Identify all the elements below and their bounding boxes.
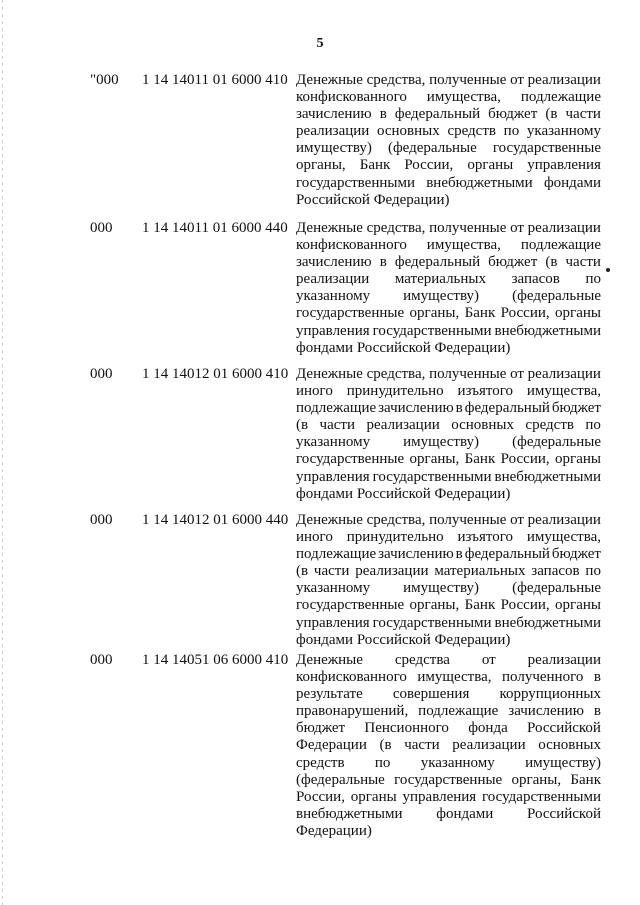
description-word: Российской [356,339,431,356]
description-word: Банк [464,305,496,322]
description-word: бюджет [551,400,601,417]
description-line [296,220,601,237]
description-word: (в [296,417,309,434]
description-word: имуществу) [525,754,601,771]
revenue-description [296,652,601,840]
description-word: изъятого [457,529,513,546]
description-line [296,546,601,563]
description-word: основных [451,417,514,434]
description-word: зачислению [296,254,372,271]
description-word: (в [545,106,558,123]
description-word: органы, [409,305,460,322]
description-word: государственными [482,788,601,805]
admin-code: 000 [90,220,113,236]
description-word: (в [545,254,558,271]
admin-code: "000 [90,72,119,88]
description-word: имуществу) [403,580,480,597]
description-word: по [374,754,391,771]
description-line [296,529,601,546]
description-word: реализации [527,366,601,382]
description-word: России, [500,597,550,614]
description-word: в [593,703,601,720]
description-line [296,192,601,209]
description-word: России, [500,305,550,322]
description-word: средств [525,417,574,434]
description-word: реализации [527,652,601,668]
description-word: федеральный [394,106,481,123]
scan-speck [606,268,610,272]
description-word: материальных [394,271,486,288]
description-word: имуществу) [403,288,480,305]
description-word: реализации [452,737,526,754]
description-word: бюджет [551,546,601,563]
description-word: государственные [296,451,405,468]
description-word: средств [296,754,345,771]
description-word: указанному [296,288,371,305]
description-line [296,806,601,823]
description-word: по [585,271,601,288]
description-word: Российской [527,720,601,737]
description-line [296,323,601,340]
description-word: основных [538,737,601,754]
description-word: реализации [527,512,601,528]
description-word: конфискованного [296,669,407,686]
description-word: управления [527,157,601,174]
description-word: бюджет [296,720,346,737]
description-word: государственными [296,174,415,191]
description-word: управления [296,468,370,485]
description-word: Банк [464,451,496,468]
description-word: фондами [296,339,354,356]
description-word: результате [296,686,363,703]
description-word: части [313,563,350,580]
description-word: Федерации) [434,631,511,648]
description-line [296,737,601,754]
description-word: по [503,123,520,140]
description-line [296,615,601,632]
description-word: указанному [296,580,371,597]
description-word: органы, [409,597,460,614]
description-word: Российской [296,191,370,208]
description-word: средства, [366,72,426,88]
description-line [296,340,601,357]
description-word: Российской [527,805,601,822]
description-word: органы, [296,157,346,174]
description-word: зачислению [508,703,584,720]
description-line [296,823,601,840]
description-line [296,686,601,703]
description-word: полученные [429,220,507,236]
description-line [296,288,601,305]
scan-edge-artifact [2,0,3,905]
description-line [296,486,601,503]
description-word: полученные [429,512,507,528]
description-word: России, [500,451,550,468]
kbk-code: 1 14 14012 01 6000 440 [142,512,289,528]
revenue-description [296,220,601,357]
description-word: (в [379,737,392,754]
description-word: фондами [436,805,494,822]
description-word: органы [555,451,601,468]
description-word: реализации [366,417,440,434]
description-word: указанному [526,123,601,140]
description-word: государственными [372,468,492,485]
description-word: органы [555,305,601,322]
description-word: средства [394,652,450,668]
description-word: части [319,417,355,434]
description-word: средства, [366,220,426,236]
description-word: от [510,72,524,88]
description-line [296,512,601,529]
description-word: реализации [355,563,429,580]
description-word: внебюджетными [494,322,601,339]
description-word: имущества, [426,237,501,254]
revenue-description [296,366,601,503]
description-word: (федеральные [512,434,601,451]
description-word: внебюджетными [494,614,601,631]
description-line [296,175,601,192]
description-line [296,157,601,174]
admin-code: 000 [90,512,113,528]
description-line [296,469,601,486]
description-word: имущества, [526,529,601,546]
description-word: Пенсионного [364,720,449,737]
revenue-description [296,512,601,649]
description-word: Банк [359,157,391,174]
description-line [296,720,601,737]
description-word: подлежащие [296,400,377,417]
description-word: конфискованного [296,237,407,254]
description-word: от [481,652,496,668]
admin-code: 000 [90,652,113,668]
description-word: Федерации [296,737,367,754]
description-word: органы, [409,451,460,468]
description-line [296,400,601,417]
description-word: государственными [372,614,492,631]
description-line [296,789,601,806]
description-word: органы [555,597,601,614]
description-word: фондами [296,631,354,648]
description-line [296,597,601,614]
description-line [296,237,601,254]
revenue-description [296,72,601,209]
description-word: подлежащие [296,546,377,563]
description-line [296,417,601,434]
description-line [296,434,601,451]
description-word: имущества, [526,383,601,400]
description-word: имуществу) [296,140,372,157]
description-word: государственные [296,305,405,322]
description-word: в [379,254,387,271]
description-line [296,703,601,720]
description-word: принудительно [346,529,444,546]
description-line [296,755,601,772]
description-word: Денежные [296,72,363,88]
description-word: России, [404,157,454,174]
description-word: фондами [543,174,601,191]
description-word: подлежащие [418,703,499,720]
description-word: федеральный [464,546,550,563]
description-word: коррупционных [499,686,601,703]
description-word: указанному [420,754,495,771]
description-line [296,106,601,123]
description-word: Денежные [296,512,363,528]
description-word: государственные [394,771,503,788]
description-word: зачислению [378,400,454,417]
kbk-code: 1 14 14011 01 6000 440 [142,220,288,236]
description-word: части [565,106,601,123]
description-word: Денежные [296,220,363,236]
description-word: совершения [392,686,470,703]
description-word: Российской [356,631,431,648]
page-number: 5 [316,36,324,51]
description-word: имущества, [417,669,492,686]
description-line [296,89,601,106]
description-word: управления [402,788,477,805]
description-word: в [379,106,387,123]
description-word: управления [296,322,370,339]
description-word: Федерации) [434,485,511,502]
description-word: средств [447,123,496,140]
description-word: принудительно [346,383,444,400]
description-line [296,563,601,580]
description-word: зачислению [296,106,372,123]
description-word: запасов [531,563,580,580]
description-word: материальных [434,563,526,580]
description-word: в [455,400,463,417]
admin-code: 000 [90,366,113,382]
description-line [296,305,601,322]
description-word: изъятого [457,383,513,400]
description-word: имущества, [426,89,501,106]
description-word: федеральный [464,400,550,417]
description-word: запасов [511,271,560,288]
kbk-code: 1 14 14012 01 6000 410 [142,366,289,382]
kbk-code: 1 14 14011 01 6000 410 [142,72,288,88]
description-word: внебюджетными [494,468,601,485]
description-line [296,123,601,140]
description-line [296,383,601,400]
description-word: средства, [366,366,426,382]
description-word: Банк [570,771,601,788]
description-line [296,254,601,271]
description-word: от [510,512,524,528]
description-word: (федеральные [387,140,477,157]
description-word: фондами [296,485,354,502]
description-word: в [455,546,463,563]
kbk-code: 1 14 14051 06 6000 410 [142,652,289,668]
description-word: указанному [296,434,371,451]
description-word: управления [296,614,370,631]
description-word: конфискованного [296,89,407,106]
description-word: иного [296,383,333,400]
description-word: части [404,737,440,754]
description-word: органы [467,157,514,174]
description-word: органы, [511,771,562,788]
description-word: правонарушений, [296,703,409,720]
description-word: государственными [372,322,492,339]
description-line [296,580,601,597]
description-word: подлежащие [520,89,601,106]
description-line [296,632,601,649]
description-line [296,72,601,89]
description-word: федеральный [394,254,481,271]
description-word: (федеральные [512,288,601,305]
description-word: реализации [296,271,370,288]
description-word: государственные [296,597,405,614]
description-word: Денежные [296,366,363,382]
description-word: государственные [492,140,601,157]
description-word: Российской [356,485,431,502]
description-word: России, [296,788,345,805]
description-word: полученные [429,72,507,88]
description-word: подлежащие [520,237,601,254]
description-word: в [593,669,601,686]
description-word: иного [296,529,333,546]
description-word: средства, [366,512,426,528]
description-word: имуществу) [403,434,480,451]
description-word: органы [350,788,397,805]
description-word: части [565,254,601,271]
description-word: внебюджетными [296,805,403,822]
description-word: зачислению [378,546,454,563]
description-word: реализации [527,220,601,236]
description-line [296,451,601,468]
description-word: по [585,417,601,434]
description-word: внебюджетными [426,174,533,191]
description-word: полученного [502,669,584,686]
description-line [296,366,601,383]
description-line [296,140,601,157]
description-line [296,772,601,789]
description-word: Денежные [296,652,363,668]
description-word: (федеральные [296,771,385,788]
description-word: полученные [429,366,507,382]
description-word: (в [296,563,309,580]
description-word: бюджет [488,106,538,123]
description-word: реализации [296,123,370,140]
description-word: Федерации) [373,191,450,208]
description-word: фонда [468,720,508,737]
description-word: от [510,366,524,382]
description-line [296,271,601,288]
description-word: Федерации) [296,822,372,839]
description-word: бюджет [488,254,538,271]
description-line [296,669,601,686]
description-word: Федерации) [434,339,511,356]
description-word: Банк [464,597,496,614]
description-word: от [510,220,524,236]
description-word: по [585,563,601,580]
description-word: основных [377,123,440,140]
description-line [296,652,601,669]
description-word: реализации [527,72,601,88]
description-word: (федеральные [512,580,601,597]
